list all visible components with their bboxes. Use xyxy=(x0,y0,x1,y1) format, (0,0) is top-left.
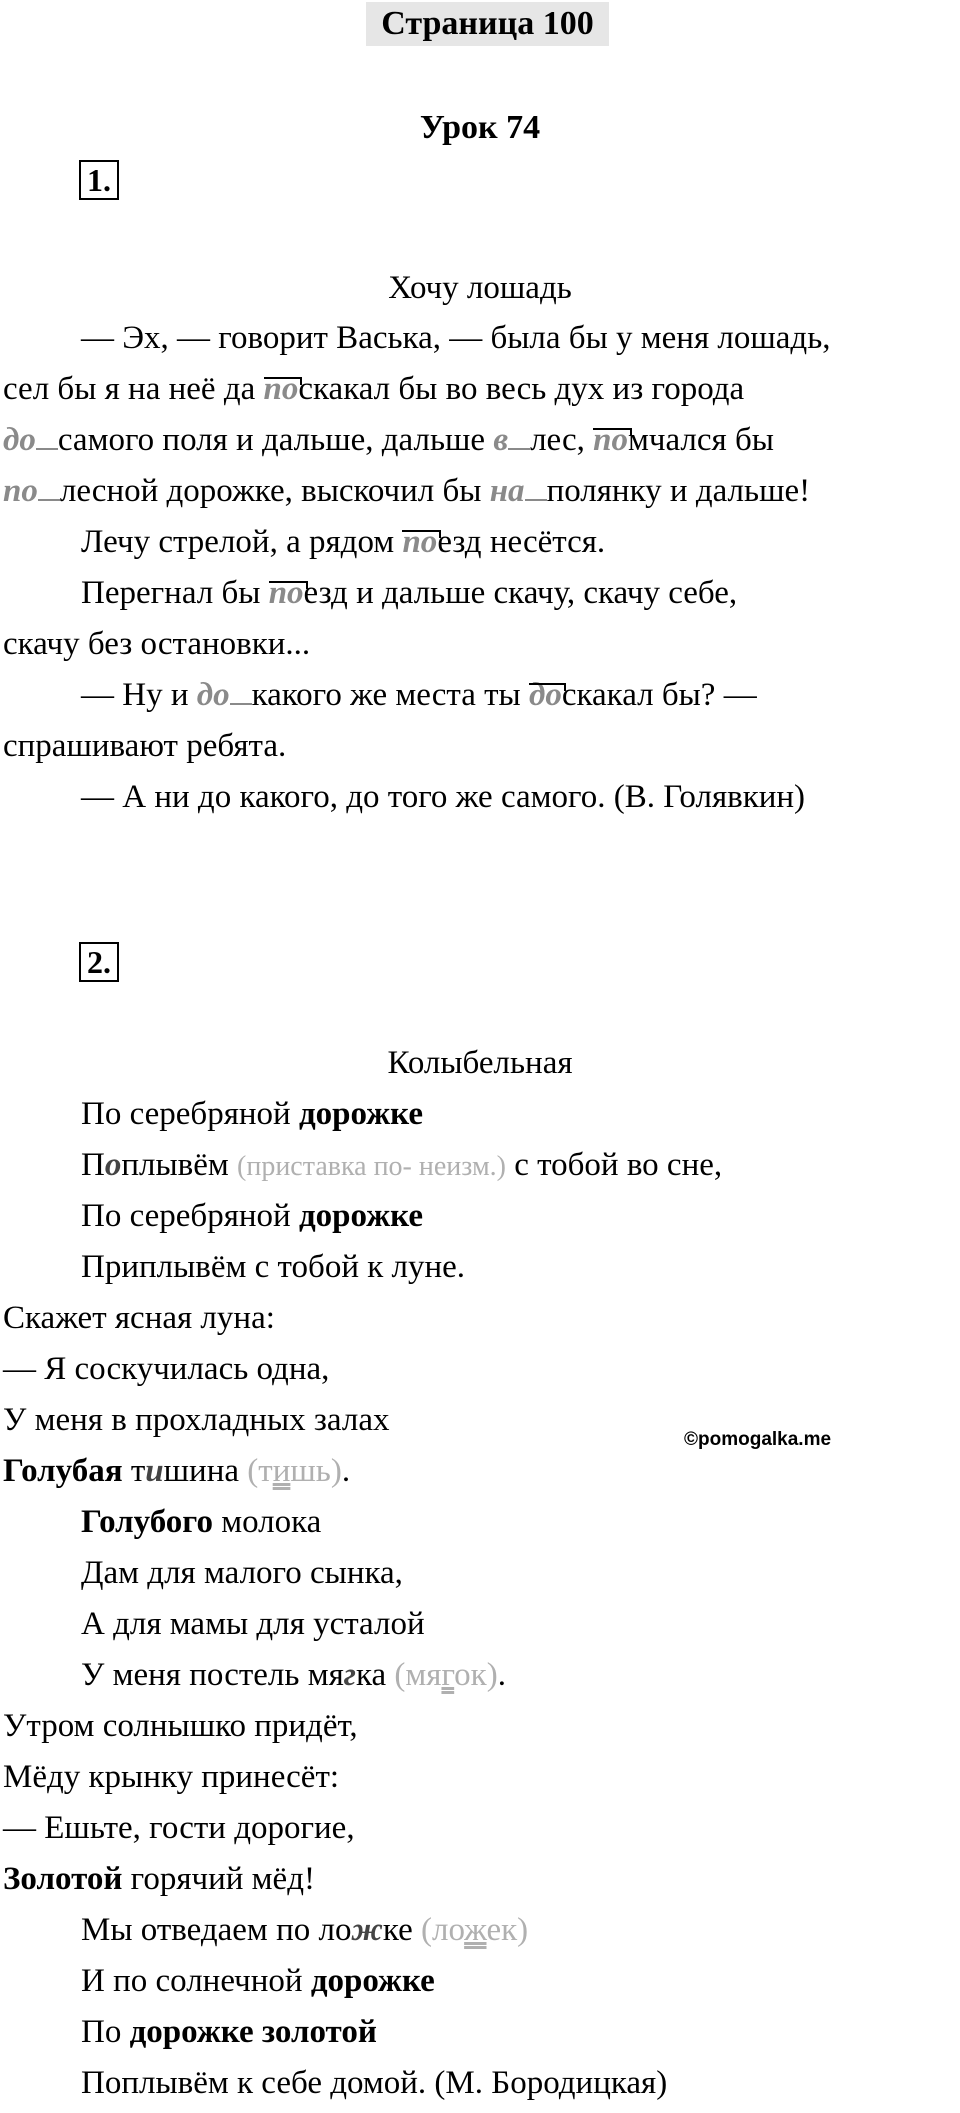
ex1-line-7: скачу без остановки... xyxy=(3,626,311,662)
ex2-line-16: Золотой горячий мёд! xyxy=(3,1861,315,1897)
ex2-line-12: У меня постель мягка (мягок). xyxy=(81,1657,506,1693)
ex1-line-10: — А ни до какого, до того же самого. (В. Голявкин) xyxy=(81,779,806,815)
exercise-1-number: 1. xyxy=(79,160,119,200)
lesson-title: Урок 74 xyxy=(419,109,541,146)
ex1-line-8: — Ну и до какого же места ты доскакал бы? — xyxy=(81,677,757,713)
ex1-line-6: Перегнал бы поезд и дальше скачу, скачу себе, xyxy=(81,575,738,611)
hint-note: (тишь) xyxy=(247,1453,342,1489)
prefix-mark: по xyxy=(402,524,438,560)
ex2-line-18: И по солнечной дорожке xyxy=(81,1963,435,1999)
ex1-line-1: — Эх, — говорит Васька, — была бы у меня лошадь, xyxy=(81,320,831,356)
space-gap xyxy=(525,475,547,501)
preposition-mark: по xyxy=(3,473,38,509)
space-gap xyxy=(508,424,530,450)
ex2-line-17: Мы отведаем по ложке (ложек) xyxy=(81,1912,529,1948)
hint-note: (приставка по- неизм.) xyxy=(237,1151,506,1182)
watermark: ©pomogalka.me xyxy=(684,1429,832,1450)
ex2-line-2: Поплывём (приставка по- неизм.) с тобой во сне, xyxy=(81,1147,723,1183)
ex1-line-5: Лечу стрелой, а рядом поезд несётся. xyxy=(81,524,606,560)
ex2-line-9: Голубого молока xyxy=(81,1504,322,1540)
ex1-line-4: по лесной дорожке, выскочил бы на полянку и дальше! xyxy=(3,473,811,509)
ex2-line-6: — Я соскучилась одна, xyxy=(3,1351,330,1387)
ex2-line-1: По серебряной дорожке xyxy=(81,1096,423,1132)
ex2-line-3: По серебряной дорожке xyxy=(81,1198,423,1234)
space-gap xyxy=(230,679,252,705)
space-gap xyxy=(38,475,60,501)
preposition-mark: до xyxy=(196,677,230,713)
space-gap xyxy=(36,424,58,450)
prefix-mark: по xyxy=(263,371,299,407)
ex2-line-11: А для мамы для усталой xyxy=(81,1606,425,1642)
ex2-line-5: Скажет ясная луна: xyxy=(3,1300,275,1336)
ex2-line-15: — Ешьте, гости дорогие, xyxy=(3,1810,355,1846)
ex1-title: Хочу лошадь xyxy=(388,270,572,306)
ex2-line-8: Голубая тишина (тишь). xyxy=(3,1453,351,1489)
ex2-line-20: Поплывём к себе домой. (М. Бородицкая) xyxy=(81,2065,668,2101)
prefix-mark: по xyxy=(593,422,629,458)
ex1-line-9: спрашивают ребята. xyxy=(3,728,287,764)
ex2-line-4: Приплывём с тобой к луне. xyxy=(81,1249,466,1285)
prefix-mark: по xyxy=(268,575,304,611)
ex2-line-14: Мёду крынку принесёт: xyxy=(3,1759,340,1795)
page-title: Страница 100 xyxy=(366,2,609,46)
preposition-mark: в xyxy=(493,422,509,458)
ex1-line-3: до самого поля и дальше, дальше в лес, помчался бы xyxy=(3,422,774,458)
preposition-mark: на xyxy=(489,473,525,509)
ex2-line-19: По дорожке золотой xyxy=(81,2014,377,2050)
ex2-line-13: Утром солнышко придёт, xyxy=(3,1708,358,1744)
ex2-line-10: Дам для малого сынка, xyxy=(81,1555,403,1591)
prefix-mark: до xyxy=(528,677,562,713)
ex2-line-7: У меня в прохладных залах xyxy=(3,1402,390,1438)
ex1-line-2: сел бы я на неё да поскакал бы во весь дух из города xyxy=(3,371,745,407)
hint-note: (мягок) xyxy=(394,1657,498,1693)
ex2-title: Колыбельная xyxy=(387,1045,573,1081)
preposition-mark: до xyxy=(3,422,36,458)
hint-note: (ложек) xyxy=(420,1912,529,1948)
exercise-2-number: 2. xyxy=(79,942,119,982)
